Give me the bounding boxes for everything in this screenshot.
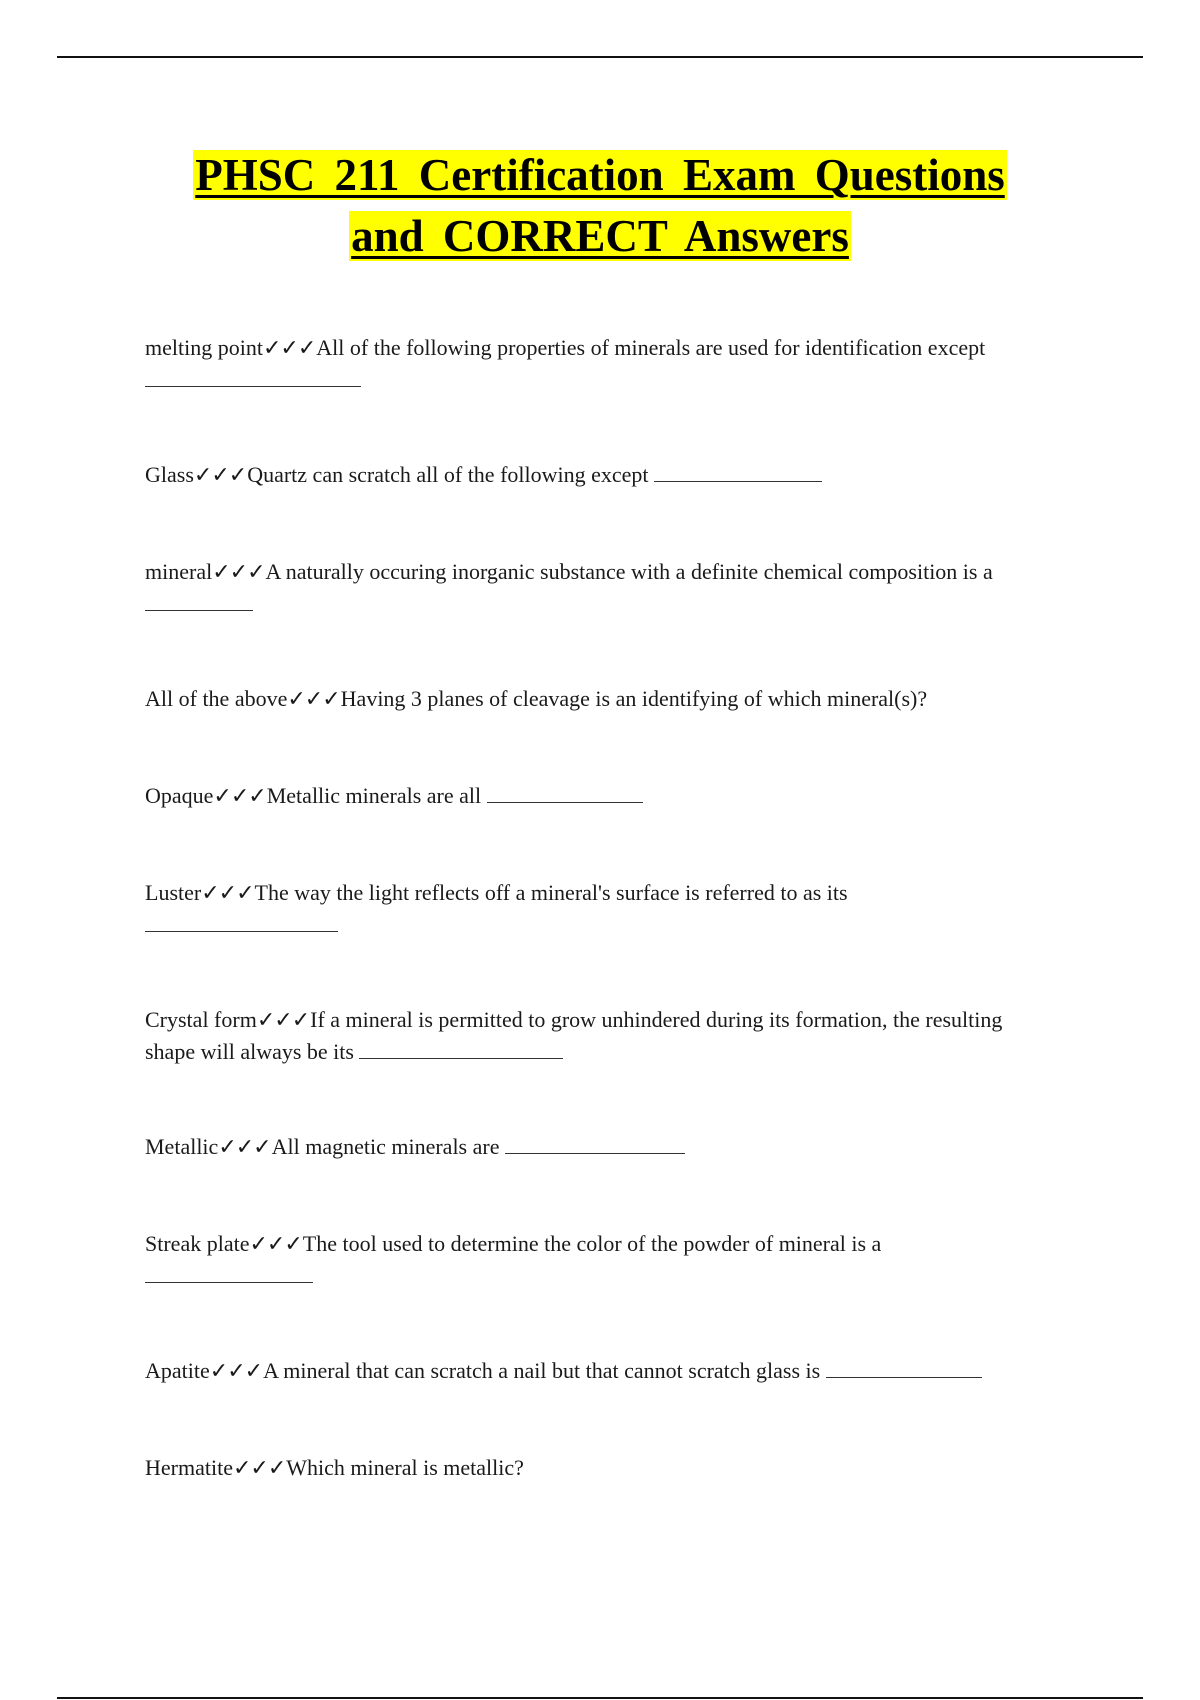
answer-blank xyxy=(359,1040,563,1059)
check-mark-icon: ✓✓✓ xyxy=(201,881,254,906)
check-mark-icon: ✓✓✓ xyxy=(193,463,247,488)
document-title xyxy=(60,145,1140,267)
answer-text: mineral xyxy=(145,559,213,584)
answer-text: Streak plate xyxy=(145,1231,250,1256)
answer-blank xyxy=(145,1264,313,1283)
answer-text: Metallic xyxy=(145,1134,219,1159)
answer-text: Apatite xyxy=(145,1358,210,1383)
answer-text: Glass xyxy=(145,462,194,487)
check-mark-icon: ✓✓✓ xyxy=(256,1008,310,1033)
answer-blank xyxy=(826,1359,982,1378)
top-rule xyxy=(57,56,1143,58)
question-text: Metallic minerals are all xyxy=(266,783,482,808)
check-mark-icon: ✓✓✓ xyxy=(218,1135,271,1160)
check-mark-icon: ✓✓✓ xyxy=(287,687,340,712)
title-line-2: and CORRECT Answers xyxy=(351,211,849,261)
qa-item xyxy=(145,1131,1055,1163)
qa-item xyxy=(145,683,1055,715)
check-mark-icon: ✓✓✓ xyxy=(212,560,265,585)
answer-text: Opaque xyxy=(145,783,214,808)
question-text: Having 3 planes of cleavage is an identifying of which mineral(s)? xyxy=(340,686,928,711)
question-text: The tool used to determine the color of the powder of mineral is a xyxy=(302,1231,882,1256)
question-text: All magnetic minerals are xyxy=(271,1134,500,1159)
qa-item xyxy=(145,1228,1055,1291)
answer-blank xyxy=(505,1135,685,1154)
check-mark-icon: ✓✓✓ xyxy=(232,1456,286,1481)
check-mark-icon: ✓✓✓ xyxy=(213,784,266,809)
question-text: If a mineral is permitted to grow unhindered during its formation, the resulting shape will always be its xyxy=(145,1007,1003,1064)
check-mark-icon: ✓✓✓ xyxy=(209,1359,263,1384)
qa-item xyxy=(145,780,1055,812)
question-text: A mineral that can scratch a nail but that cannot scratch glass is xyxy=(263,1358,821,1383)
check-mark-icon: ✓✓✓ xyxy=(249,1232,302,1257)
qa-item xyxy=(145,1355,1055,1387)
qa-item xyxy=(145,459,1055,491)
title-line-1: PHSC 211 Certification Exam Questions xyxy=(195,150,1005,200)
answer-blank xyxy=(654,463,822,482)
question-text: The way the light reflects off a mineral's surface is referred to as its xyxy=(254,880,848,905)
answer-blank xyxy=(145,368,361,387)
question-text: Which mineral is metallic? xyxy=(286,1455,524,1480)
answer-text: Luster xyxy=(145,880,202,905)
qa-item xyxy=(145,332,1055,395)
answer-blank xyxy=(487,784,643,803)
question-text: Quartz can scratch all of the following except xyxy=(247,462,649,487)
answer-text: Hermatite xyxy=(145,1455,233,1480)
qa-item xyxy=(145,556,1055,619)
check-mark-icon: ✓✓✓ xyxy=(262,336,316,361)
answer-blank xyxy=(145,592,253,611)
answer-text: melting point xyxy=(145,335,263,360)
qa-item xyxy=(145,1452,1055,1484)
answer-text: Crystal form xyxy=(145,1007,257,1032)
question-text: All of the following properties of minerals are used for identification except xyxy=(316,335,986,360)
answer-blank xyxy=(145,913,338,932)
qa-item xyxy=(145,877,1055,940)
answer-text: All of the above xyxy=(145,686,288,711)
question-text: A naturally occuring inorganic substance with a definite chemical composition is a xyxy=(265,559,993,584)
qa-item xyxy=(145,1004,1055,1067)
bottom-rule xyxy=(57,1697,1143,1699)
